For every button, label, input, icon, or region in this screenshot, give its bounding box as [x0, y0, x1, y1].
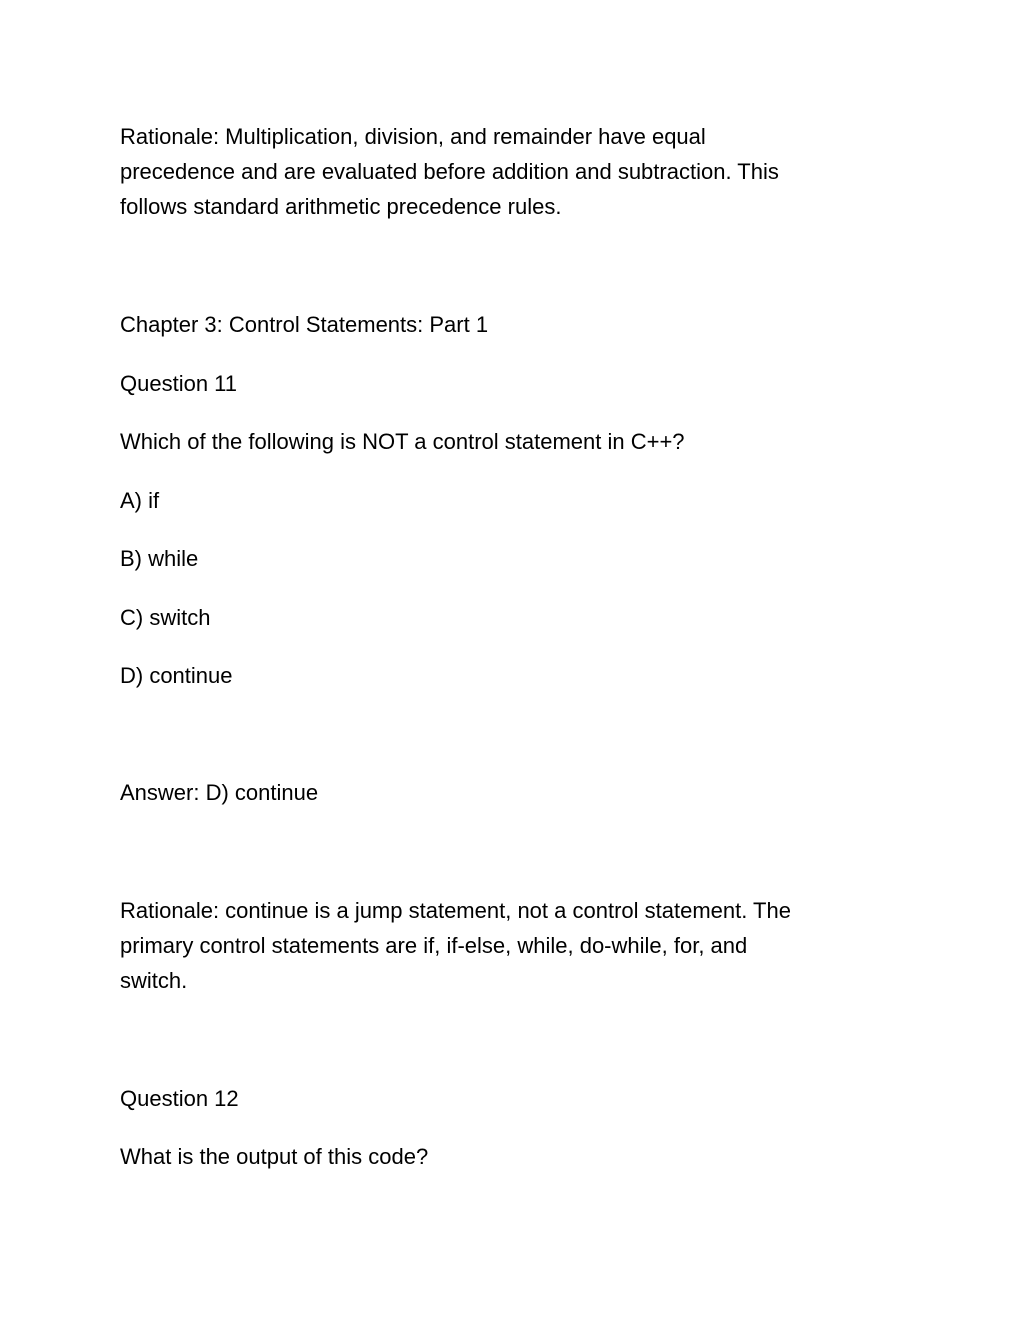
option-b: B) while: [120, 546, 199, 571]
question-12-label: Question 12: [120, 1086, 239, 1111]
question-12-prompt: What is the output of this code?: [120, 1144, 429, 1169]
rationale-line: follows standard arithmetic precedence rules.: [120, 194, 562, 219]
question-11-label: Question 11: [120, 371, 238, 396]
chapter-heading: Chapter 3: Control Statements: Part 1: [120, 312, 489, 337]
question-11-rationale: [120, 893, 900, 998]
rationale-previous-question: [120, 119, 900, 224]
question-11-prompt: Which of the following is NOT a control statement in C++?: [120, 429, 685, 454]
question-11-answer: Answer: D) continue: [120, 780, 319, 805]
rationale-line: Rationale: Multiplication, division, and remainder have equal: [120, 124, 706, 149]
option-a: A) if: [120, 488, 160, 513]
rationale-line: Rationale: continue is a jump statement, not a control statement. The: [120, 898, 791, 923]
option-d: D) continue: [120, 663, 233, 688]
rationale-line: precedence and are evaluated before addition and subtraction. This: [120, 159, 779, 184]
option-c: C) switch: [120, 605, 211, 630]
rationale-line: primary control statements are if, if-else, while, do-while, for, and: [120, 933, 748, 958]
rationale-line: switch.: [120, 968, 188, 993]
